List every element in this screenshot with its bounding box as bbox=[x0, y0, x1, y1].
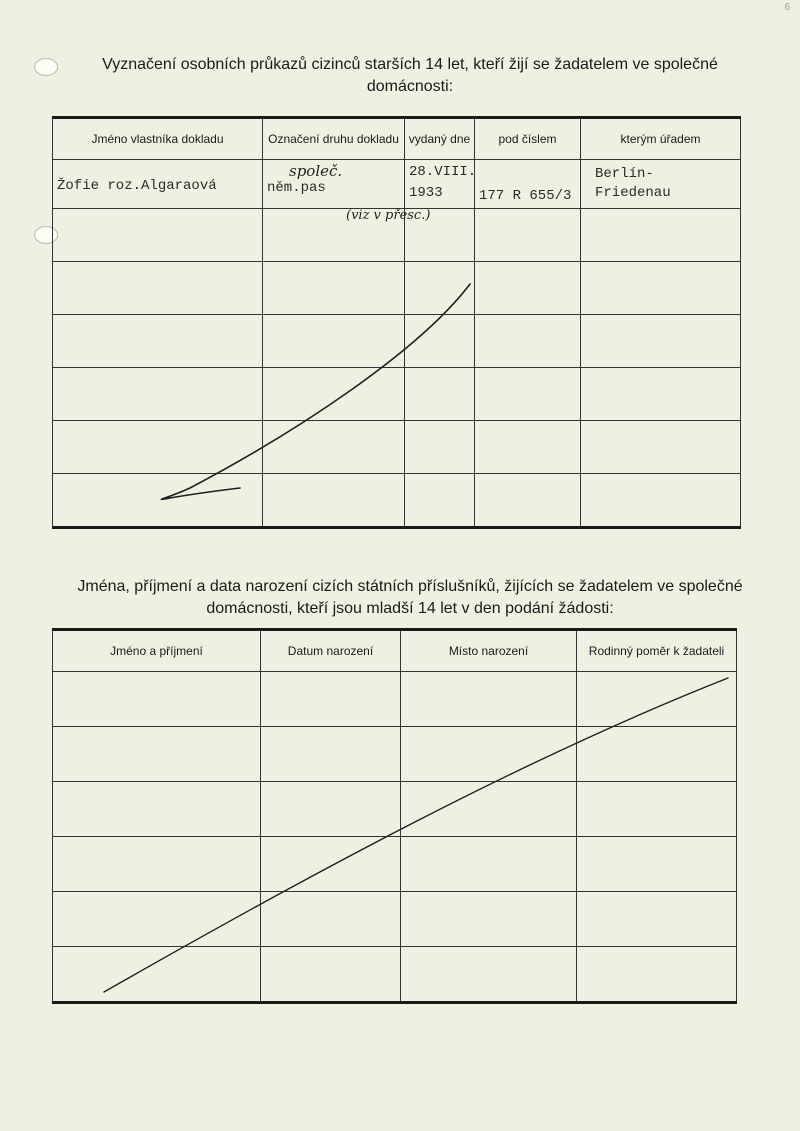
col-header-birth-date: Datum narození bbox=[261, 630, 401, 672]
table-header-row bbox=[53, 630, 737, 672]
table-row bbox=[53, 474, 741, 528]
doc-type-typed: něm.pas bbox=[267, 180, 326, 196]
issued-line2: 1933 bbox=[409, 185, 443, 201]
punch-hole-top bbox=[34, 58, 58, 76]
table-row bbox=[53, 315, 741, 368]
section2-heading bbox=[60, 576, 760, 620]
table-row bbox=[53, 421, 741, 474]
authority-line2: Friedenau bbox=[595, 185, 671, 201]
children-table bbox=[52, 628, 737, 1004]
section2-heading-line2: domácnosti, kteří jsou mladší 14 let v den podání žádosti: bbox=[206, 600, 614, 617]
table-row bbox=[53, 672, 737, 727]
table-row bbox=[53, 837, 737, 892]
number-value: 177 R 655/3 bbox=[479, 188, 572, 204]
annotation-handwritten: (viz v přesc.) bbox=[346, 208, 431, 223]
issued-cell bbox=[405, 160, 475, 209]
doc-type-cell bbox=[263, 160, 405, 209]
table-row bbox=[53, 262, 741, 315]
doc-type-handwritten: společ. bbox=[289, 162, 343, 180]
owner-value: Žofie roz.Algaraová bbox=[57, 178, 217, 194]
col-header-authority: kterým úřadem bbox=[581, 118, 741, 160]
number-cell bbox=[475, 160, 581, 209]
table-row bbox=[53, 892, 737, 947]
table-row bbox=[53, 947, 737, 1003]
issued-line1: 28.VIII. bbox=[409, 164, 477, 180]
section1-heading-line1: Vyznačení osobních průkazů cizinců starších 14 let, kteří žijí se žadatelem ve společné bbox=[102, 56, 718, 73]
page-number: 6 bbox=[784, 2, 790, 13]
authority-line1: Berlín- bbox=[595, 166, 654, 182]
section1-heading bbox=[60, 54, 760, 98]
table-header-row bbox=[53, 118, 741, 160]
section1-heading-line2: domácnosti: bbox=[366, 78, 454, 95]
col-header-relation: Rodinný poměr k žadateli bbox=[577, 630, 737, 672]
col-header-number: pod číslem bbox=[475, 118, 581, 160]
table-row bbox=[53, 160, 741, 209]
col-header-issued: vydaný dne bbox=[405, 118, 475, 160]
col-header-birth-place: Místo narození bbox=[401, 630, 577, 672]
authority-cell bbox=[581, 160, 741, 209]
col-header-name: Jméno a příjmení bbox=[53, 630, 261, 672]
col-header-doc-type: Označení druhu dokladu bbox=[263, 118, 405, 160]
table-row bbox=[53, 727, 737, 782]
table-row bbox=[53, 368, 741, 421]
table-row bbox=[53, 782, 737, 837]
section2-heading-line1: Jména, příjmení a data narození cizích státních příslušníků, žijících se žadatelem ve společné bbox=[77, 578, 743, 595]
col-header-owner: Jméno vlastníka dokladu bbox=[53, 118, 263, 160]
foreign-id-documents-table bbox=[52, 116, 741, 529]
owner-cell bbox=[53, 160, 263, 209]
